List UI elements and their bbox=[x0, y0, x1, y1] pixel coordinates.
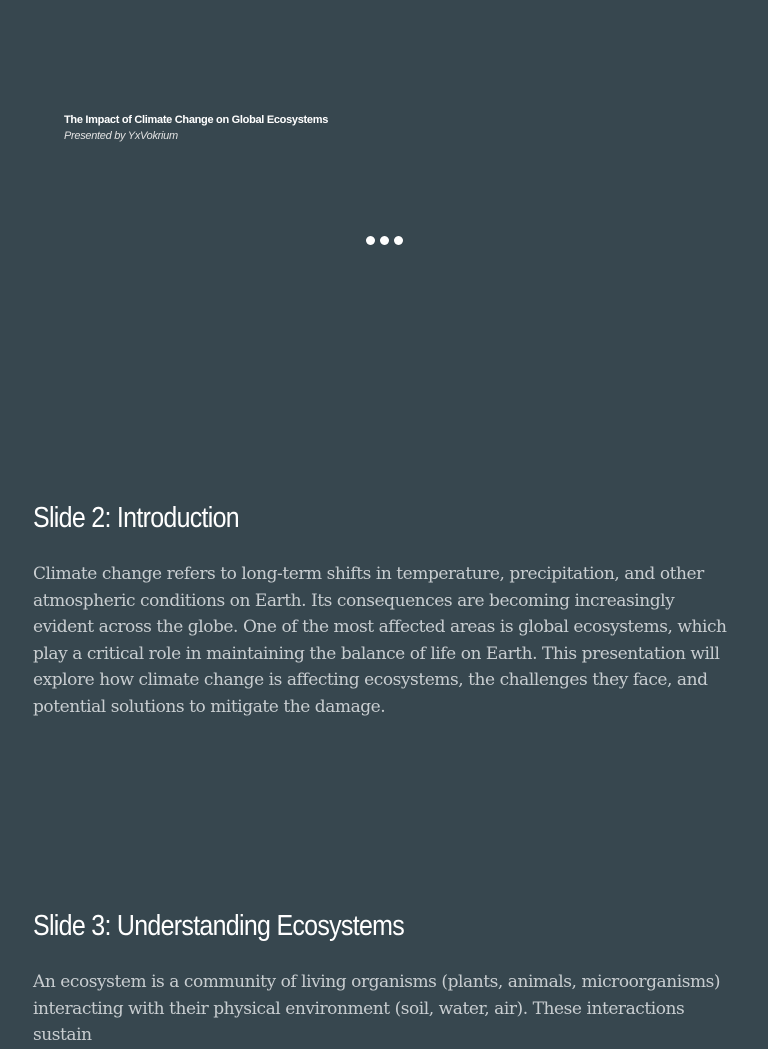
separator-dot bbox=[366, 236, 375, 245]
slide-3-body: An ecosystem is a community of living organisms (plants, animals, microorganisms) interacting with their physical environment (soil, water, air). These interactions sustain bbox=[33, 972, 721, 1045]
document-header bbox=[64, 113, 664, 143]
slide-2-heading: Slide 2: Introduction bbox=[33, 502, 239, 534]
slide-3-heading: Slide 3: Understanding Ecosystems bbox=[33, 910, 404, 942]
document-title: The Impact of Climate Change on Global Ecosystems bbox=[64, 114, 329, 126]
separator-dot bbox=[394, 236, 403, 245]
separator-dot bbox=[380, 236, 389, 245]
ellipsis-icon bbox=[0, 236, 768, 245]
document-byline: Presented by YxVokrium bbox=[64, 130, 178, 142]
slide-2-body: Climate change refers to long-term shifts in temperature, precipitation, and other atmospheric conditions on Earth. Its consequences are becoming increasingly evident across the globe. One of the most affected areas is global ecosystems, which play a critical role in maintaining the balance of life on Earth. This presentation will explore how climate change is affecting ecosystems, the challenges they face, and potential solutions to mitigate the damage. bbox=[33, 564, 727, 717]
